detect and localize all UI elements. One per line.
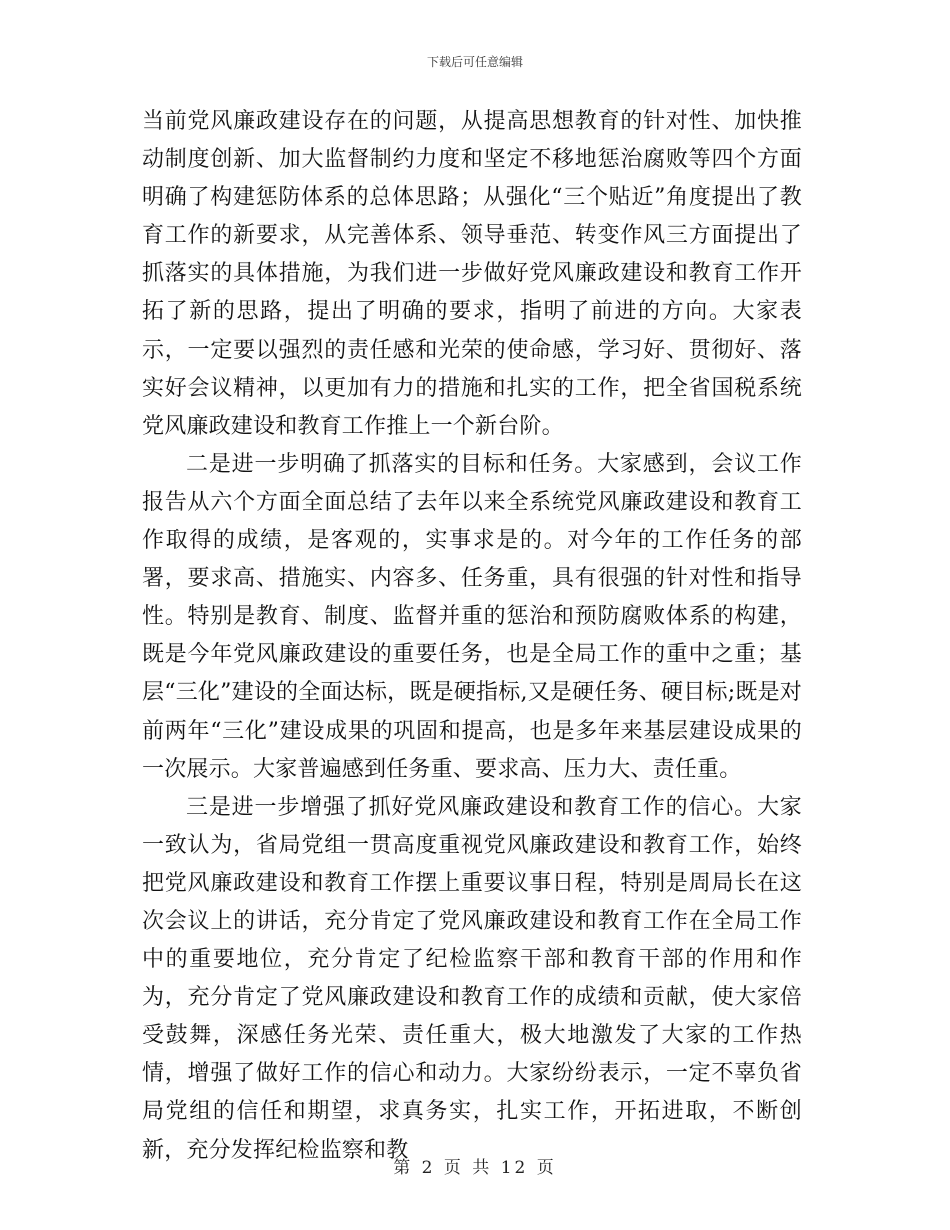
page-number-footer: 第 2 页 共 12 页: [393, 1158, 557, 1178]
paragraph-second-point: 二是进一步明确了抓落实的目标和任务。大家感到，会议工作报告从六个方面全面总结了去年以来全系统党风廉政建设和教育工作取得的成绩，是客观的，实事求是的。对今年的工作任务的部署，要求高、措施实、内容多、任务重，具有很强的针对性和指导性。特别是教育、制度、监督并重的惩治和预防腐败体系的构建，既是今年党风廉政建设的重要任务，也是全局工作的重中之重；基层“三化”建设的全面达标，既是硬指标,又是硬任务、硬目标;既是对前两年“三化”建设成果的巩固和提高，也是多年来基层建设成果的一次展示。大家普遍感到任务重、要求高、压力大、责任重。: [142, 451, 802, 782]
document-body: [142, 103, 802, 1170]
paragraph-third-point: 三是进一步增强了抓好党风廉政建设和教育工作的信心。大家一致认为，省局党组一贯高度重视党风廉政建设和教育工作，始终把党风廉政建设和教育工作摆上重要议事日程，特别是周局长在这次会议上的讲话，充分肯定了党风廉政建设和教育工作在全局工作中的重要地位，充分肯定了纪检监察干部和教育干部的作用和作为，充分肯定了党风廉政建设和教育工作的成绩和贡献，使大家倍受鼓舞，深感任务光荣、责任重大，极大地激发了大家的工作热情，增强了做好工作的信心和动力。大家纷纷表示，一定不辜负省局党组的信任和期望，求真务实，扎实工作，开拓进取，不断创新，充分发挥纪检监察和教: [142, 794, 802, 1163]
page-header-note: 下载后可任意编辑: [426, 55, 523, 69]
paragraph-continued: 当前党风廉政建设存在的问题，从提高思想教育的针对性、加快推动制度创新、加大监督制约力度和坚定不移地惩治腐败等四个方面明确了构建惩防体系的总体思路；从强化“三个贴近”角度提出了教育工作的新要求，从完善体系、领导垂范、转变作风三方面提出了抓落实的具体措施，为我们进一步做好党风廉政建设和教育工作开拓了新的思路，提出了明确的要求，指明了前进的方向。大家表示，一定要以强烈的责任感和光荣的使命感，学习好、贯彻好、落实好会议精神，以更加有力的措施和扎实的工作，把全省国税系统党风廉政建设和教育工作推上一个新台阶。: [142, 109, 802, 439]
